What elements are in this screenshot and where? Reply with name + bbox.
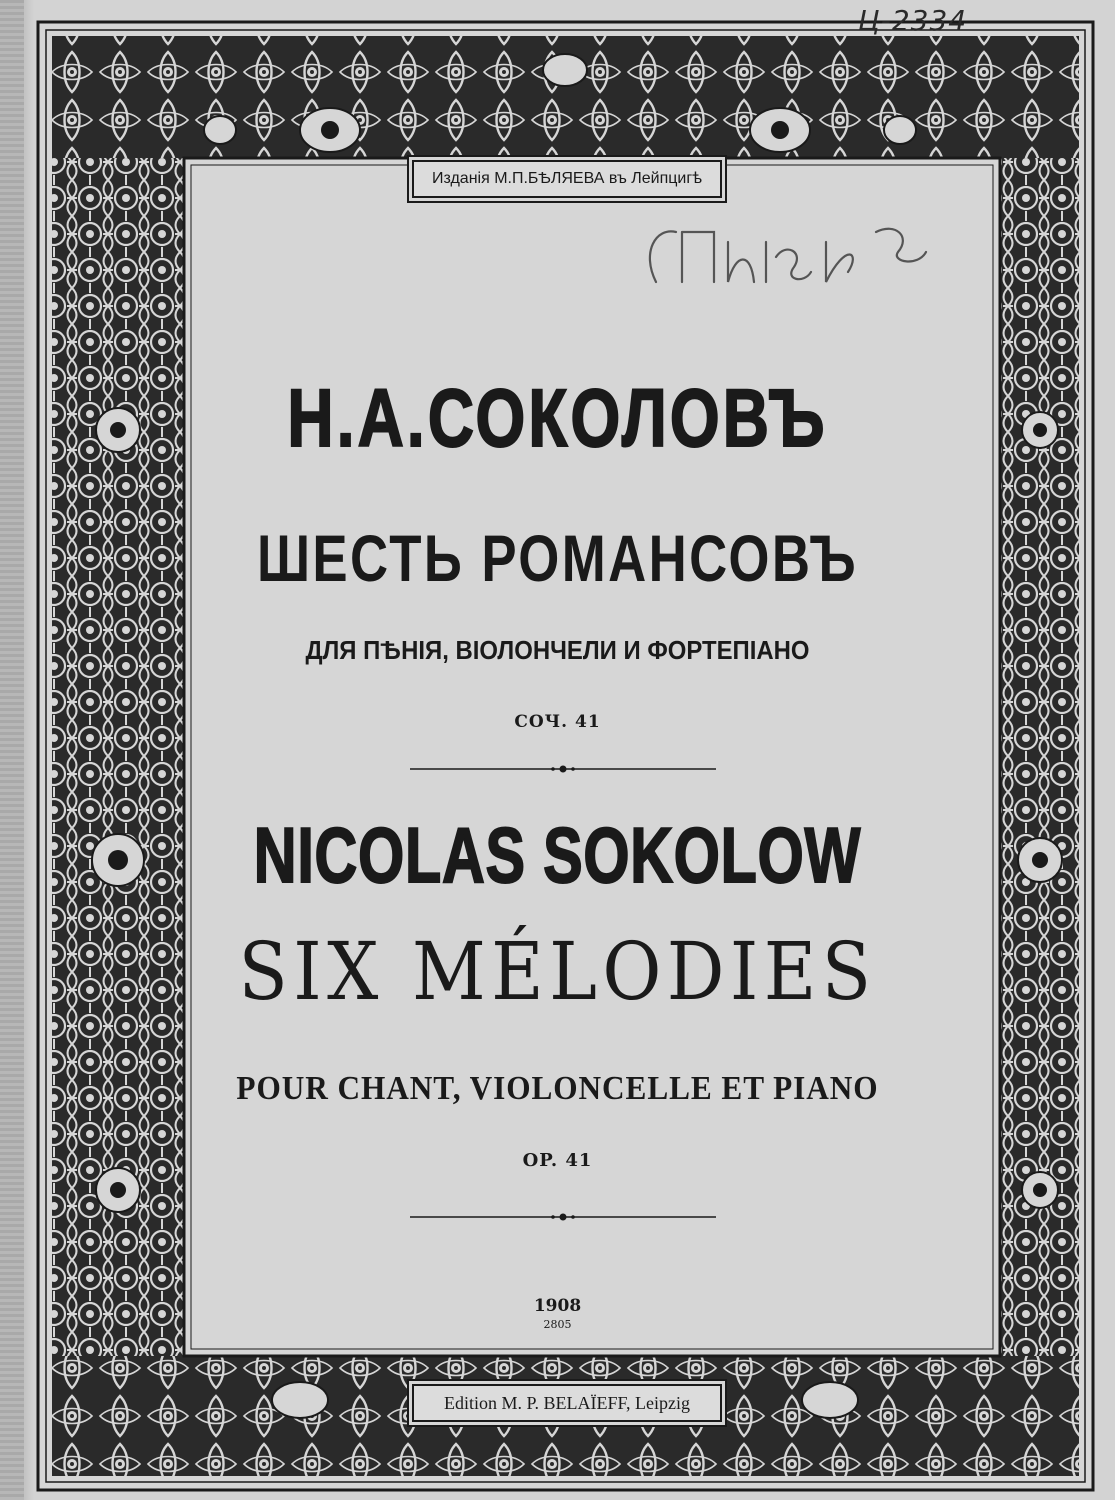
title-ru: ШЕСТЬ РОМАНСОВЪ: [256, 521, 859, 595]
divider-rule-top: [410, 764, 716, 774]
opus-fr: OP. 41: [522, 1150, 593, 1171]
composer-name-fr: NICOLAS SOKOLOW: [253, 811, 862, 899]
handwritten-signature: [636, 212, 936, 302]
catalog-number: Ц-2334: [858, 4, 968, 37]
publisher-ru: Изданія М.П.БѢЛЯЕВА въ Лейпцигѣ: [431, 170, 703, 187]
publisher-cartouche-fr: [412, 1384, 722, 1422]
plate-number: 2805: [543, 1318, 572, 1331]
composer-name-ru: Н.А.СОКОЛОВЪ: [287, 373, 828, 464]
subtitle-fr: POUR CHANT, VIOLONCELLE ET PIANO: [236, 1070, 879, 1107]
divider-rule-bottom: [410, 1212, 716, 1222]
publisher-fr: Edition M. P. BELAÏEFF, Leipzig: [443, 1392, 691, 1413]
publication-year: 1908: [533, 1296, 582, 1316]
opus-ru: СОЧ. 41: [514, 712, 601, 732]
publisher-cartouche-ru: [412, 160, 722, 198]
subtitle-ru: ДЛЯ ПѢНІЯ, ВІОЛОНЧЕЛИ И ФОРТЕПІАНО: [305, 635, 810, 665]
title-fr: SIX MÉLODIES: [238, 925, 877, 1018]
